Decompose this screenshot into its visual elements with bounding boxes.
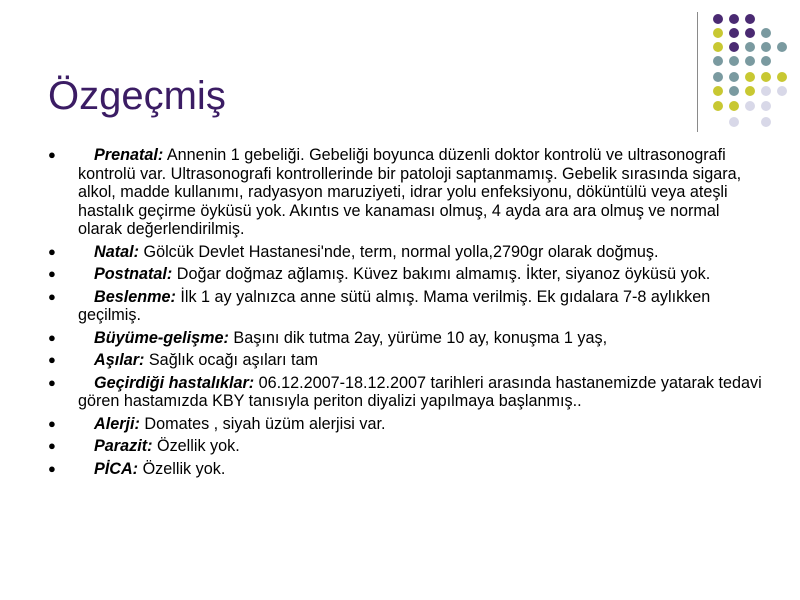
decorative-dot [761,72,771,82]
item-label: Natal: [94,242,139,261]
bullet-icon: ● [48,415,56,431]
history-list [48,146,768,482]
item-text: Doğar doğmaz ağlamış. Küvez bakımı almamış. İkter, siyanoz öyküsü yok. [172,265,711,283]
decorative-dot [729,101,739,111]
list-item-beslenme [48,288,768,325]
decorative-dot [729,72,739,82]
list-item-prenatal [48,146,768,239]
item-label: PİCA: [94,459,139,478]
item-text: Başını dik tutma 2ay, yürüme 10 ay, konuşma 1 yaş, [228,328,608,347]
item-text: Sağlık ocağı aşıları tam [144,351,319,369]
item-text: Özellik yok. [152,437,240,455]
item-label: Geçirdiği hastalıklar: [94,373,255,392]
decorative-dot [777,86,787,96]
bullet-icon: ● [48,438,56,453]
bullet-icon: ● [48,460,56,476]
item-label: Alerji: [94,414,140,433]
decorative-dot [713,14,723,24]
decorative-dot [745,28,755,38]
decorative-dot [713,28,723,38]
item-text: Özellik yok. [138,459,226,478]
decorative-divider [697,12,698,132]
bullet-icon: ● [48,147,56,162]
decorative-dot [713,72,723,82]
list-item-parazit [48,437,768,456]
list-item-pica [48,460,768,479]
decorative-dot [729,42,739,52]
item-text: İlk 1 ay yalnızca anne sütü almış. Mama verilmiş. Ek gıdalara 7-8 aylıkken geçilmiş. [78,287,711,324]
decorative-dot [761,86,771,96]
decorative-dot [729,28,739,38]
decorative-dot [729,117,739,127]
decorative-dot [761,56,771,66]
item-label: Büyüme-gelişme: [94,328,229,347]
decorative-dot [745,14,755,24]
bullet-icon: ● [48,329,56,345]
decorative-dot [745,101,755,111]
decorative-dot [761,28,771,38]
decorative-dot [713,86,723,96]
bullet-icon: ● [48,243,56,259]
decorative-dot [713,101,723,111]
decorative-dot [745,56,755,66]
item-text: 06.12.2007-18.12.2007 tarihleri arasında hastanemizde yatarak tedavi gören hastamızda KBY tanısıyla periton diyalizi yapılmaya başlanmış.. [78,373,762,410]
list-item-postnatal [48,265,768,284]
decorative-dot [777,72,787,82]
bullet-icon: ● [48,374,56,390]
slide-title: Özgeçmiş [48,74,226,118]
list-item-natal [48,243,768,262]
item-text: Gölcük Devlet Hastanesi'nde, term, normal yolla,2790gr olarak doğmuş. [138,242,659,261]
decorative-dot [777,42,787,52]
list-item-alerji [48,415,768,434]
decorative-dot-grid [0,0,800,140]
item-label: Aşılar: [94,351,145,369]
decorative-dot [713,56,723,66]
decorative-dot [745,86,755,96]
decorative-dot [761,42,771,52]
bullet-icon: ● [48,288,56,304]
list-item-buyume [48,329,768,348]
bullet-icon: ● [48,266,56,281]
item-label: Prenatal: [94,146,164,164]
decorative-dot [761,117,771,127]
bullet-icon: ● [48,352,56,367]
list-item-asilar [48,351,768,370]
decorative-dot [713,42,723,52]
decorative-dot [745,72,755,82]
item-text: Annenin 1 gebeliği. Gebeliği boyunca düzenli doktor kontrolü ve ultrasonografi kontrolü var. Ultrasonografi kontrollerinde bir patoloji saptanmamış. Gebelik sırasında sigara, alkol, madde kullanımı, radyasyon maruziyeti, idrar yolu enfeksiyonu, döküntülü veya ateşli hastalık geçirme öyküsü yok. Akıntıs ve kanaması olmuş, 4 ayda ara ara olmuş ve normal olarak değerlendirilmiş. [78,146,742,238]
item-label: Parazit: [94,437,153,455]
decorative-dot [761,101,771,111]
list-item-hastaliklar [48,374,768,411]
item-text: Domates , siyah üzüm alerjisi var. [139,414,386,433]
item-label: Beslenme: [94,287,176,306]
decorative-dot [729,14,739,24]
item-label: Postnatal: [94,265,173,283]
decorative-dot [729,56,739,66]
decorative-dot [729,86,739,96]
decorative-dot [745,42,755,52]
